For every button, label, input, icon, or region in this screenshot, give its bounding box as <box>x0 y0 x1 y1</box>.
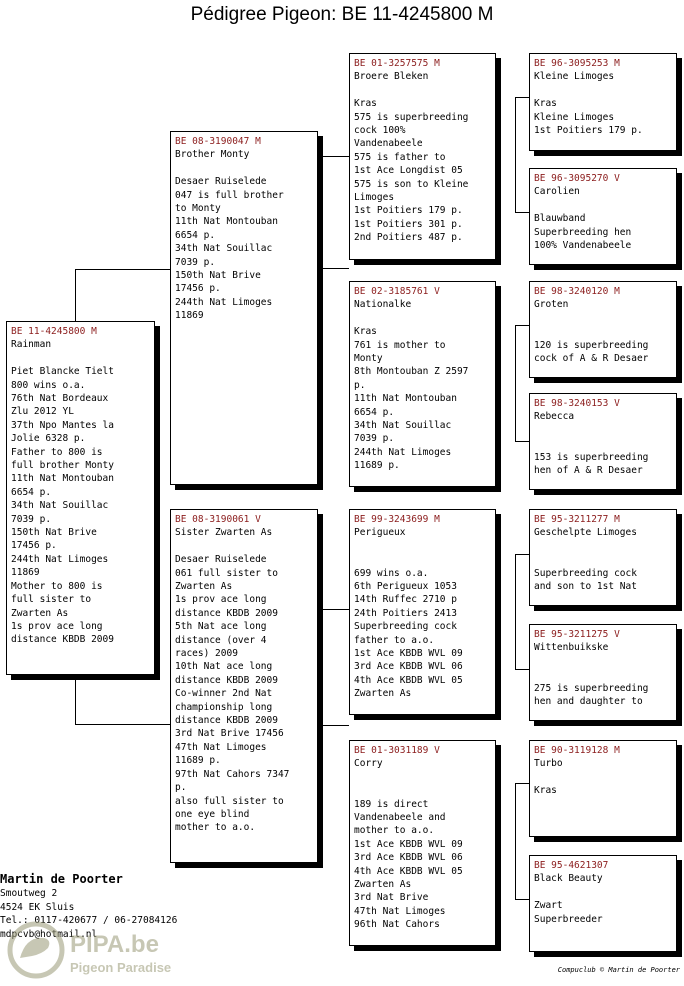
pigeon-note-line: 7039 p. <box>175 256 216 268</box>
pigeon-note-line <box>534 437 672 450</box>
connector <box>515 325 516 441</box>
pigeon-note-line: Kras <box>534 785 557 797</box>
pigeon-name: Broere Bleken <box>354 71 429 83</box>
pigeon-note-line: hen and daughter to <box>534 696 643 707</box>
pigeon-note-line: 7039 p. <box>354 433 395 445</box>
pigeon-note-line: 1st Ace KBDB WVL 09 <box>354 838 463 850</box>
pigeon-name: Perigueux <box>354 527 406 539</box>
pigeon-note-line: 34th Nat Souillac <box>11 500 109 512</box>
pigeon-note-line: 11689 p. <box>354 460 400 472</box>
pigeon-note-line <box>534 655 672 668</box>
pigeon-card-sire <box>170 131 318 485</box>
copyright-notice: Compuclub © Martin de Poorter <box>557 966 680 974</box>
pigeon-notes <box>534 84 672 138</box>
pigeon-name: Turbo <box>534 758 563 770</box>
pigeon-notes <box>175 162 313 323</box>
pigeon-note-line: full sister to <box>11 594 92 606</box>
pigeon-name: Black Beauty <box>534 873 603 885</box>
pigeon-note-line: 244th Nat Limoges <box>354 446 452 458</box>
pigeon-note-line: p. <box>175 782 187 794</box>
ring-number: BE 11-4245800 M <box>11 326 97 337</box>
connector <box>321 156 349 157</box>
pigeon-note-line: 1st Poitiers 301 p. <box>354 218 463 230</box>
pigeon-note-line: 047 is full brother <box>175 189 284 201</box>
connector <box>515 97 529 98</box>
pigeon-card-granddam-paternal <box>349 281 496 487</box>
pigeon-note-line: 24th Poitiers 2413 <box>354 607 457 619</box>
pigeon-note-line: distance KBDB 2009 <box>175 607 278 619</box>
pigeon-note-line: full brother Monty <box>11 460 114 472</box>
connector <box>515 783 516 899</box>
pigeon-notes <box>534 424 672 478</box>
pigeon-note-line: Zwart <box>534 900 563 912</box>
pigeon-note-line: 2nd Poitiers 487 p. <box>354 232 463 244</box>
pigeon-notes <box>534 312 672 366</box>
connector <box>515 325 529 326</box>
pigeon-note-line <box>175 540 313 553</box>
pigeon-note-line: 76th Nat Bordeaux <box>11 393 109 405</box>
pigeon-note-line: 1s prov ace long <box>11 620 103 632</box>
pigeon-note-line: 4th Ace KBDB WVL 05 <box>354 865 463 877</box>
connector <box>515 669 529 670</box>
pigeon-note-line: mother to a.o. <box>175 822 256 834</box>
pigeon-notes <box>534 886 672 926</box>
pigeon-note-line: Superbreeding cock <box>354 621 457 633</box>
pigeon-note-line: races) 2009 <box>175 648 238 660</box>
pigeon-note-line: 34th Nat Souillac <box>175 243 273 255</box>
pigeon-name: Sister Zwarten As <box>175 527 273 539</box>
pigeon-note-line: 150th Nat Brive <box>11 527 97 539</box>
pigeon-name: Brother Monty <box>175 149 250 161</box>
connector <box>321 609 322 725</box>
pigeon-name: Kleine Limoges <box>534 71 615 83</box>
ring-number: BE 01-3257575 M <box>354 58 440 69</box>
pigeon-note-line: Zwarten As <box>354 688 412 700</box>
logo-tagline: Pigeon Paradise <box>70 960 172 975</box>
pigeon-note-line: 575 is father to <box>354 151 446 163</box>
pigeon-card-dam <box>170 509 318 863</box>
pigeon-note-line: 120 is superbreeding <box>534 339 649 351</box>
pigeon-note-line: 11th Nat Montouban <box>354 393 457 405</box>
pigeon-note-line: mother to a.o. <box>354 825 435 837</box>
pigeon-note-line: Limoges <box>354 192 395 204</box>
pigeon-note-line: 1st Ace KBDB WVL 09 <box>354 648 463 660</box>
pigeon-card-ggp-1 <box>529 53 677 151</box>
pigeon-note-line: 11th Nat Montouban <box>11 473 114 485</box>
pigeon-note-line: 100% Vandenabeele <box>534 240 632 252</box>
pigeon-note-line: 7039 p. <box>11 513 52 525</box>
pigeon-note-line: 6654 p. <box>354 406 395 418</box>
pigeon-note-line: 17456 p. <box>11 540 57 552</box>
pigeon-note-line: Kleine Limoges <box>534 111 615 123</box>
pigeon-note-line: Kras <box>354 326 377 338</box>
ring-number: BE 96-3095253 M <box>534 58 620 69</box>
pigeon-note-line: distance KBDB 2009 <box>175 674 278 686</box>
ring-number: BE 95-3211275 V <box>534 629 620 640</box>
pigeon-note-line <box>534 325 672 338</box>
connector <box>321 725 349 726</box>
pigeon-note-line: 244th Nat Limoges <box>11 553 109 565</box>
pigeon-note-line: 1st Poitiers 179 p. <box>534 125 643 137</box>
connector <box>515 212 529 213</box>
pigeon-card-grandsire-maternal <box>349 509 496 715</box>
ring-number: BE 95-4621307 <box>534 860 609 871</box>
connector <box>321 268 349 269</box>
pigeon-note-line: to Monty <box>175 203 221 215</box>
pigeon-note-line: 8th Montouban Z 2597 <box>354 366 469 378</box>
pigeon-note-line: hen of A & R Desaer <box>534 465 643 476</box>
pigeon-note-line: Desaer Ruiselede <box>175 554 267 566</box>
pigeon-note-line: 800 wins o.a. <box>11 379 86 391</box>
pigeon-note-line: Zwarten As <box>11 607 69 619</box>
pigeon-note-line: 575 is son to Kleine <box>354 178 469 190</box>
logo-brand: PIPA.be <box>70 931 159 958</box>
pigeon-note-line: Superbreeding cock <box>534 567 637 579</box>
pigeon-name: Geschelpte Limoges <box>534 527 637 539</box>
pigeon-note-line: Desaer Ruiselede <box>175 176 267 188</box>
pigeon-note-line: 37th Npo Mantes la <box>11 419 114 431</box>
pigeon-note-line: Zwarten As <box>354 879 412 891</box>
pigeon-note-line <box>534 540 672 553</box>
pigeon-note-line: Zwarten As <box>175 581 233 593</box>
ring-number: BE 08-3190061 V <box>175 514 261 525</box>
pigeon-name: Rebecca <box>534 411 575 423</box>
pigeon-note-line: 244th Nat Limoges <box>175 296 273 308</box>
pigeon-note-line: one eye blind <box>175 808 250 820</box>
ring-number: BE 02-3185761 V <box>354 286 440 297</box>
pigeon-notes <box>11 352 150 647</box>
pigeon-note-line <box>534 199 672 212</box>
pigeon-name: Groten <box>534 299 569 311</box>
pigeon-note-line <box>534 668 672 681</box>
pigeon-note-line: Mother to 800 is <box>11 580 103 592</box>
pigeon-name: Nationalke <box>354 299 412 311</box>
ring-number: BE 98-3240120 M <box>534 286 620 297</box>
page-title: Pédigree Pigeon: BE 11-4245800 M <box>190 4 494 25</box>
ring-number: BE 01-3031189 V <box>354 745 440 756</box>
connector <box>75 724 170 725</box>
ring-number: BE 99-3243699 M <box>354 514 440 525</box>
pigeon-card-ggp-4 <box>529 393 677 490</box>
pigeon-note-line: 6654 p. <box>175 229 216 241</box>
pigeon-note-line: 699 wins o.a. <box>354 567 429 579</box>
connector <box>75 269 170 270</box>
owner-city: 4524 EK Sluis <box>0 901 75 913</box>
pigeon-note-line <box>534 424 672 437</box>
pigeon-note-line: 3rd Nat Brive 17456 <box>175 728 284 740</box>
pigeon-notes <box>175 540 313 835</box>
pigeon-note-line: 3rd Ace KBDB WVL 06 <box>354 852 463 864</box>
pigeon-note-line: Superbreeding hen <box>534 226 632 238</box>
owner-phone: Tel.: 0117-420677 / 06-27084126 <box>0 915 178 927</box>
pigeon-name: Wittenbuikske <box>534 642 609 654</box>
pigeon-note-line <box>354 771 491 784</box>
connector <box>515 554 516 669</box>
owner-address: Smoutweg 2 <box>0 888 58 899</box>
pigeon-note-line: 47th Nat Limoges <box>175 741 267 753</box>
pigeon-note-line: 4th Ace KBDB WVL 05 <box>354 674 463 686</box>
pigeon-note-line: 97th Nat Cahors 7347 <box>175 768 290 780</box>
pigeon-note-line: 5th Nat ace long <box>175 621 267 633</box>
pigeon-note-line: Kras <box>534 98 557 110</box>
pigeon-card-ggp-5 <box>529 509 677 606</box>
pigeon-note-line <box>534 312 672 325</box>
pigeon-note-line <box>534 771 672 784</box>
pigeon-note-line: 96th Nat Cahors <box>354 919 440 931</box>
pigeon-note-line: Zlu 2012 YL <box>11 406 74 418</box>
pigeon-card-ggp-6 <box>529 624 677 721</box>
ring-number: BE 96-3095270 V <box>534 173 620 184</box>
pigeon-notes <box>354 540 491 701</box>
pigeon-note-line: 150th Nat Brive <box>175 270 261 282</box>
pigeon-note-line: distance KBDB 2009 <box>11 634 114 646</box>
connector <box>515 97 516 212</box>
connector <box>515 554 529 555</box>
pigeon-note-line: Co-winner 2nd Nat <box>175 688 273 700</box>
pigeon-notes <box>534 199 672 253</box>
pigeon-note-line: 153 is superbreeding <box>534 451 649 463</box>
connector <box>515 441 529 442</box>
pigeon-card-ggp-8 <box>529 855 677 952</box>
pigeon-note-line: 11689 p. <box>175 755 221 767</box>
connector <box>321 609 349 610</box>
pigeon-note-line: Blauwband <box>534 213 586 225</box>
pigeon-name: Rainman <box>11 339 52 351</box>
pigeon-note-line <box>354 84 491 97</box>
pigeon-note-line: 6th Perigueux 1053 <box>354 581 457 592</box>
pigeon-note-line <box>11 352 150 365</box>
pigeon-notes <box>354 84 491 245</box>
pigeon-note-line: 11869 <box>175 310 204 322</box>
pigeon-note-line: 3rd Ace KBDB WVL 06 <box>354 661 463 673</box>
connector <box>515 783 529 784</box>
ring-number: BE 08-3190047 M <box>175 136 261 147</box>
pigeon-note-line <box>354 540 491 553</box>
pigeon-card-ggp-2 <box>529 168 677 265</box>
ring-number: BE 90-3119128 M <box>534 745 620 756</box>
pigeon-card-subject <box>6 321 155 675</box>
pigeon-note-line: 1st Poitiers 179 p. <box>354 205 463 217</box>
pigeon-note-line: cock of A & R Desaer <box>534 353 649 364</box>
pigeon-notes <box>354 771 491 932</box>
pigeon-note-line: p. <box>354 379 366 391</box>
pigeon-note-line: championship long <box>175 701 273 713</box>
pigeon-note-line <box>534 553 672 566</box>
pigeon-note-line: 17456 p. <box>175 283 221 295</box>
ring-number: BE 98-3240153 V <box>534 398 620 409</box>
pigeon-card-ggp-7 <box>529 740 677 837</box>
pigeon-note-line <box>354 553 491 566</box>
pigeon-note-line: 6654 p. <box>11 486 52 498</box>
pigeon-notes <box>534 655 672 709</box>
pigeon-note-line: distance (over 4 <box>175 634 267 646</box>
connector <box>515 899 529 900</box>
pigeon-note-line <box>354 784 491 797</box>
pigeon-note-line: 11th Nat Montouban <box>175 216 278 228</box>
pigeon-note-line: 761 is mother to <box>354 339 446 351</box>
pigeon-note-line: 1st Ace Longdist 05 <box>354 165 463 177</box>
pipa-logo-watermark <box>6 918 196 980</box>
pigeon-note-line: 575 is superbreeding <box>354 111 469 123</box>
pigeon-note-line: Kras <box>354 98 377 110</box>
pigeon-card-granddam-maternal <box>349 740 496 946</box>
pigeon-card-grandsire-paternal <box>349 53 496 260</box>
pigeon-note-line: 34th Nat Souillac <box>354 420 452 432</box>
pigeon-note-line: cock 100% <box>354 125 406 137</box>
owner-email: mdpcvb@hotmail.nl <box>0 928 98 940</box>
pigeon-note-line: also full sister to <box>175 795 284 807</box>
pigeon-note-line: Monty <box>354 353 383 365</box>
pigeon-note-line <box>354 312 491 325</box>
pigeon-notes <box>354 312 491 473</box>
pigeon-name: Carolien <box>534 186 580 198</box>
pigeon-notes <box>534 771 672 798</box>
pigeon-note-line: 061 full sister to <box>175 567 278 579</box>
pigeon-name: Corry <box>354 758 383 770</box>
pigeon-note-line: 3rd Nat Brive <box>354 892 429 904</box>
pigeon-note-line: distance KBDB 2009 <box>175 715 278 727</box>
connector <box>321 156 322 268</box>
pigeon-note-line: 14th Ruffec 2710 p <box>354 594 457 606</box>
pigeon-note-line: father to a.o. <box>354 634 435 646</box>
pigeon-note-line: 1s prov ace long <box>175 594 267 606</box>
pigeon-note-line: 189 is direct <box>354 798 429 810</box>
pigeon-notes <box>534 540 672 594</box>
pigeon-note-line: Jolie 6328 p. <box>11 433 86 445</box>
pigeon-note-line: 47th Nat Limoges <box>354 905 446 917</box>
pigeon-note-line: Superbreeder <box>534 913 603 925</box>
owner-name: Martin de Poorter <box>0 872 123 886</box>
pigeon-note-line: and son to 1st Nat <box>534 581 637 592</box>
pigeon-note-line <box>534 886 672 899</box>
pigeon-note-line: Piet Blancke Tielt <box>11 366 114 378</box>
pigeon-note-line: 10th Nat ace long <box>175 661 273 673</box>
pigeon-note-line <box>534 84 672 97</box>
pigeon-note-line: Vandenabeele and <box>354 812 446 823</box>
pigeon-note-line: Father to 800 is <box>11 446 103 458</box>
pigeon-card-ggp-3 <box>529 281 677 378</box>
pigeon-note-line: 11869 <box>11 567 40 579</box>
pigeon-note-line: Vandenabeele <box>354 138 423 150</box>
pigeon-note-line <box>175 162 313 175</box>
pigeon-note-line: 275 is superbreeding <box>534 682 649 694</box>
ring-number: BE 95-3211277 M <box>534 514 620 525</box>
